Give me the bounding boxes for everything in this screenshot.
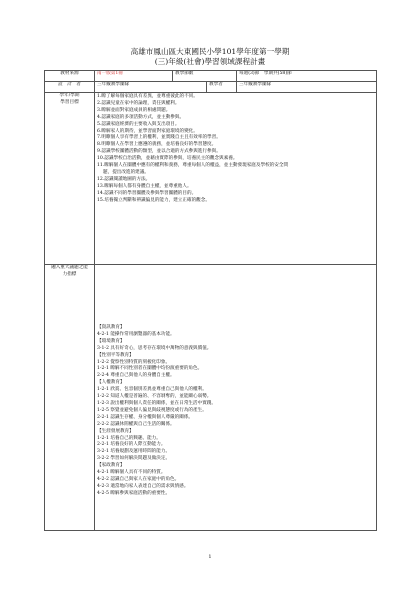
issue-item: 3-1-2 具有好奇心，思考存在環境中萬物的意義與價值。 — [97, 345, 212, 351]
goal-item: 3.瞭解並面對家庭成員的相處問題。 — [97, 107, 171, 113]
learning-goals-list — [95, 93, 377, 265]
issue-item: 1-2-1 瞭解不同性別者在團體中均扮演重要的角色。 — [97, 366, 203, 372]
issue-item: 1-2-3 說出權利與個人責任的關係，並在日常生活中實踐。 — [97, 400, 216, 406]
issue-item: 2-2-1 培養良好的人際互動能力。 — [97, 442, 166, 448]
goal-item: 題，提出改進的建議。 — [103, 169, 149, 175]
issue-item: 【性別平等教育】 — [97, 352, 134, 358]
teacher-label: 教學者 — [207, 82, 237, 93]
teacher-value: 三年級教學團隊 — [237, 82, 377, 93]
issue-item: 1-2-2 覺察性別特質的刻板化印象。 — [97, 359, 171, 365]
table-row-designer — [45, 82, 377, 93]
goal-item: 15.培養獨立判斷和辨識偏見的能力，建立正確的觀念。 — [97, 197, 210, 203]
issue-item: 【生涯發展教育】 — [97, 428, 134, 434]
issue-item: 4-2-2 認識自己與家人在家庭中的角色。 — [97, 476, 180, 482]
issue-item: 【家政教育】 — [97, 463, 125, 469]
goal-item: 13.瞭解每個人都有身體自主權，並尊重他人。 — [97, 183, 192, 189]
table-row-issues — [45, 265, 377, 531]
issue-item: 1-2-2 知道人權是普遍的、不容剝奪的，並能關心弱勢。 — [97, 394, 212, 400]
page-title: 高雄市鳳山區大東國民小學101學年度第一學期 — [130, 47, 290, 56]
goal-item: 6.瞭解家人的期待，並學習面對家庭環境的變化。 — [97, 128, 198, 134]
issue-indicators-label: 融入重大議題之能 力指標 — [45, 265, 95, 531]
designer-value: 三年級教學團隊 — [95, 82, 207, 93]
table-row-textbook — [45, 71, 377, 82]
designer-label: 設 計 者 — [45, 82, 95, 93]
issue-item: 【環境教育】 — [97, 338, 125, 344]
goal-item: 12.認識閱讀地圖的方法。 — [97, 176, 151, 182]
issue-indicators-list — [95, 265, 377, 531]
issue-item: 4-2-1 瞭解個人具有不同的特質。 — [97, 470, 166, 476]
learning-goals-label: 學年/學期 學習目標 — [45, 93, 95, 265]
goal-item: 9.認識學校團體活動的類型，並以合適的方式參與進行參與。 — [97, 149, 221, 155]
goal-item: 1.瞭了解每個家庭具有差異，並尊重彼此的不同。 — [97, 94, 198, 99]
goal-item: 10.認識學校自治活動，並藉由實際的參與，培養民主的觀念與素養。 — [97, 156, 238, 162]
issue-item: 3-2-1 培養規劃及運用時間的能力。 — [97, 449, 171, 455]
issue-item: 4-2-5 瞭解參與家庭活動的重要性。 — [97, 490, 171, 496]
teaching-periods-value: 每週(3)節 學期共(58)節 — [237, 71, 377, 82]
issue-item: 4-2-1 能操作常用瀏覽器的基本功能。 — [97, 331, 175, 337]
issue-item: 【資訊教育】 — [97, 325, 125, 330]
curriculum-plan-table — [44, 70, 377, 531]
table-row-goals — [45, 93, 377, 265]
page-subtitle: (三)年級(社會)學習領域課程計畫 — [154, 57, 266, 66]
textbook-source-label: 教材來源 — [45, 71, 95, 82]
issue-item: 【人權教育】 — [97, 380, 125, 386]
issue-item: 1-2-1 培養自己的興趣、能力。 — [97, 435, 161, 441]
goal-item: 8.明瞭個人在學習上應遵的義務，並培養良好的學習態度。 — [97, 142, 217, 148]
issue-item: 2-2-4 尊重自己與他人的身體自主權。 — [97, 373, 175, 379]
textbook-source-value: 南一版第1冊 — [95, 71, 173, 82]
issue-item: 1-2-1 欣賞、包容個別差異並尊重自己與他人的權利。 — [97, 387, 207, 393]
issue-item: 3-2-2 學習如何解決問題及做決定。 — [97, 456, 171, 462]
teaching-periods-label: 教學節數 — [173, 71, 237, 82]
goal-item: 5.認識家庭經濟的主要收入與支出項目。 — [97, 121, 180, 127]
issue-item: 2-2-1 認識生存權、身分權與個人尊嚴的關係。 — [97, 414, 194, 420]
goal-item: 2.認識兒童在家中的論理，責任與權利。 — [97, 100, 180, 106]
goal-item: 11.瞭解個人在團體中應有的權利和義務，尊重每個人的權益，並主動發現家庭及學校的安全問 — [97, 163, 289, 169]
goal-item: 4.認識家庭的多項活動方式，並主動參與。 — [97, 114, 185, 120]
page-number: 1 — [208, 554, 212, 560]
goal-item: 14.認識不同的學習團體及參與學習團體的目的。 — [97, 190, 197, 196]
goal-item: 7.明瞭個人享有學習上的權利，並實踐自主且有效率的學習。 — [97, 135, 221, 141]
issue-item: 4-2-3 適當地向家人表達自己的需求與情感。 — [97, 483, 189, 489]
issue-item: 2-2-2 認識休閒權與自己生活的關係。 — [97, 421, 175, 427]
issue-item: 1-2-5 察覺並避免個人偏見與歧視態度或行為的產生。 — [97, 407, 207, 413]
